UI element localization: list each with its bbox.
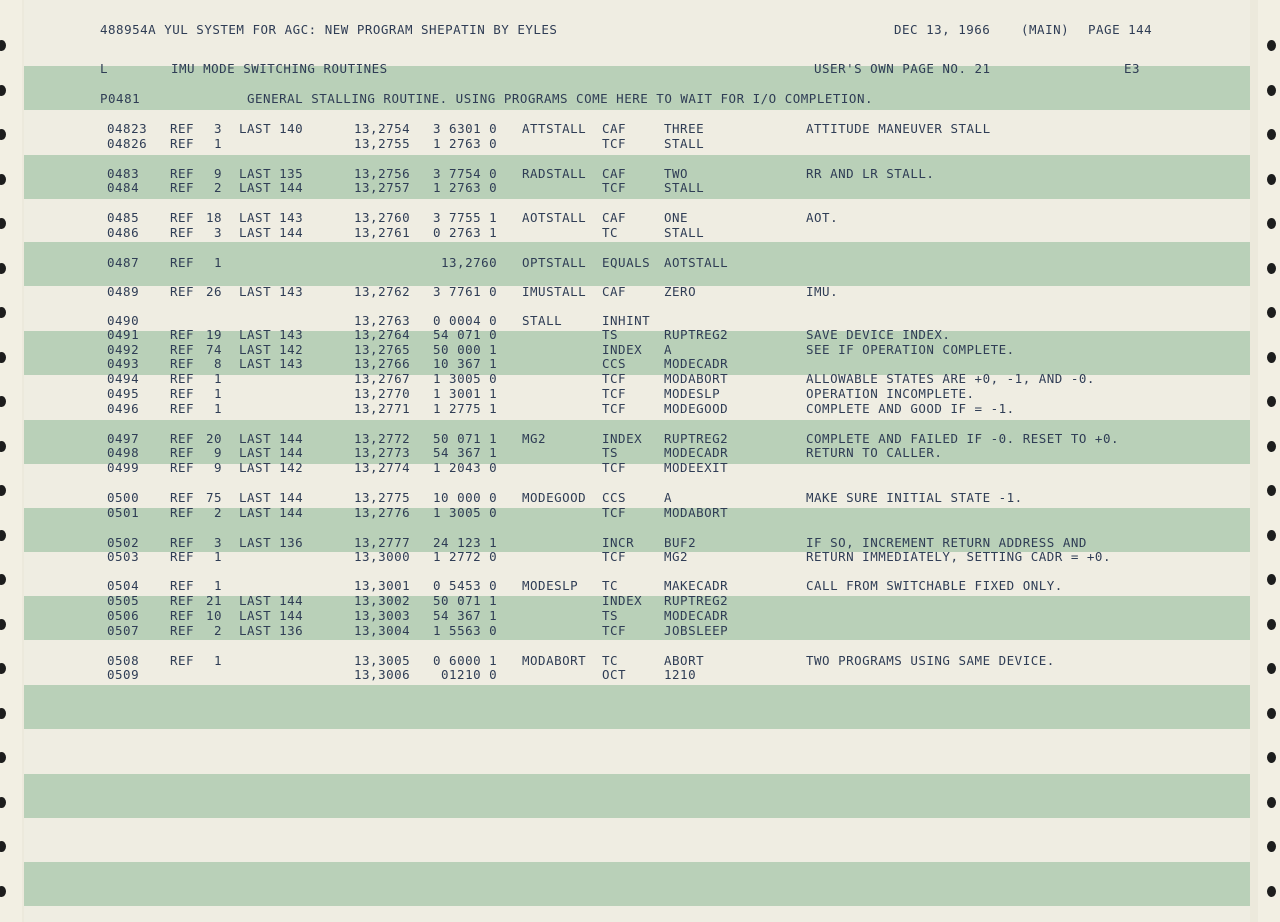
job-title: 488954A YUL SYSTEM FOR AGC: NEW PROGRAM SHEPATIN BY EYLES xyxy=(100,22,558,37)
feed-hole xyxy=(1267,530,1276,541)
operand: MODABORT xyxy=(664,371,729,386)
ref-count: 1 xyxy=(214,653,223,668)
octal-word: 3 7761 0 xyxy=(433,284,498,299)
ref-count: 2 xyxy=(214,180,223,195)
comment: RETURN IMMEDIATELY, SETTING CADR = +0. xyxy=(806,549,1111,564)
last-ref: LAST 143 xyxy=(239,356,304,371)
ref-count: 10 xyxy=(206,608,223,623)
address: 13,2774 xyxy=(354,460,411,475)
last-ref: LAST 144 xyxy=(239,505,304,520)
green-band xyxy=(24,862,1250,906)
line-number: 04826 xyxy=(107,136,148,151)
line-number: 0506 xyxy=(107,608,140,623)
feed-hole xyxy=(1267,485,1276,496)
ref-marker: REF xyxy=(170,445,195,460)
opcode: TCF xyxy=(602,136,627,151)
opcode: TCF xyxy=(602,623,627,638)
symbol-label: MG2 xyxy=(522,431,547,446)
feed-hole xyxy=(0,263,6,274)
log-letter: L xyxy=(100,61,109,76)
operand: JOBSLEEP xyxy=(664,623,729,638)
opcode: INDEX xyxy=(602,342,643,357)
ref-count: 9 xyxy=(214,166,223,181)
line-number: 0484 xyxy=(107,180,140,195)
opcode: TCF xyxy=(602,401,627,416)
feed-hole xyxy=(0,752,6,763)
address: 13,3006 xyxy=(354,667,411,682)
octal-word: 54 367 1 xyxy=(433,608,498,623)
line-number: 0508 xyxy=(107,653,140,668)
octal-word: 0 0004 0 xyxy=(433,313,498,328)
ref-count: 19 xyxy=(206,327,223,342)
ref-count: 75 xyxy=(206,490,223,505)
address: 13,2765 xyxy=(354,342,411,357)
ref-count: 9 xyxy=(214,460,223,475)
address: 13,2766 xyxy=(354,356,411,371)
operand: MAKECADR xyxy=(664,578,729,593)
last-ref: LAST 144 xyxy=(239,431,304,446)
feed-hole xyxy=(1267,263,1276,274)
address: 13,2760 xyxy=(354,210,411,225)
page-number: PAGE 144 xyxy=(1088,22,1153,37)
address: 13,3004 xyxy=(354,623,411,638)
green-band xyxy=(24,155,1250,199)
feed-hole xyxy=(0,441,6,452)
octal-word: 10 367 1 xyxy=(433,356,498,371)
feed-hole xyxy=(1267,441,1276,452)
ref-marker: REF xyxy=(170,460,195,475)
opcode: INDEX xyxy=(602,431,643,446)
banner-comment: GENERAL STALLING ROUTINE. USING PROGRAMS COME HERE TO WAIT FOR I/O COMPLETION. xyxy=(247,91,873,106)
operand: MODABORT xyxy=(664,505,729,520)
last-ref: LAST 144 xyxy=(239,490,304,505)
comment: ATTITUDE MANEUVER STALL xyxy=(806,121,991,136)
operand: TWO xyxy=(664,166,689,181)
last-ref: LAST 143 xyxy=(239,210,304,225)
address: 13,2776 xyxy=(354,505,411,520)
ref-count: 1 xyxy=(214,549,223,564)
last-ref: LAST 144 xyxy=(239,225,304,240)
feed-hole xyxy=(0,619,6,630)
feed-hole xyxy=(1267,129,1276,140)
section-code: E3 xyxy=(1124,61,1141,76)
octal-word: 1 2763 0 xyxy=(433,180,498,195)
octal-word: 50 071 1 xyxy=(433,431,498,446)
operand: A xyxy=(664,342,673,357)
ref-marker: REF xyxy=(170,401,195,416)
feed-hole xyxy=(1267,886,1276,897)
card-number: P0481 xyxy=(100,91,141,106)
operand: STALL xyxy=(664,136,705,151)
ref-count: 3 xyxy=(214,535,223,550)
comment: SEE IF OPERATION COMPLETE. xyxy=(806,342,1015,357)
operand: BUF2 xyxy=(664,535,697,550)
octal-word: 54 071 0 xyxy=(433,327,498,342)
ref-count: 2 xyxy=(214,623,223,638)
feed-hole xyxy=(1267,85,1276,96)
ref-count: 1 xyxy=(214,401,223,416)
feed-hole xyxy=(0,396,6,407)
printout-sheet xyxy=(24,0,1250,922)
operand: MG2 xyxy=(664,549,689,564)
feed-hole xyxy=(0,797,6,808)
green-band xyxy=(24,685,1250,729)
ref-marker: REF xyxy=(170,593,195,608)
opcode: TCF xyxy=(602,371,627,386)
address: 13,2772 xyxy=(354,431,411,446)
comment: COMPLETE AND FAILED IF -0. RESET TO +0. xyxy=(806,431,1119,446)
feed-hole xyxy=(1267,40,1276,51)
comment: AOT. xyxy=(806,210,839,225)
octal-word: 1 3001 1 xyxy=(433,386,498,401)
feed-hole xyxy=(1267,619,1276,630)
ref-marker: REF xyxy=(170,371,195,386)
line-number: 0507 xyxy=(107,623,140,638)
feed-hole xyxy=(1267,218,1276,229)
last-ref: LAST 144 xyxy=(239,180,304,195)
octal-word: 50 000 1 xyxy=(433,342,498,357)
feed-hole xyxy=(0,352,6,363)
operand: ZERO xyxy=(664,284,697,299)
line-number: 0499 xyxy=(107,460,140,475)
symbol-label: STALL xyxy=(522,313,563,328)
comment: TWO PROGRAMS USING SAME DEVICE. xyxy=(806,653,1055,668)
feed-hole xyxy=(1267,174,1276,185)
line-number: 0492 xyxy=(107,342,140,357)
ref-marker: REF xyxy=(170,342,195,357)
comment: OPERATION INCOMPLETE. xyxy=(806,386,975,401)
symbol-label: AOTSTALL xyxy=(522,210,587,225)
ref-count: 26 xyxy=(206,284,223,299)
feed-hole xyxy=(0,307,6,318)
operand: RUPTREG2 xyxy=(664,593,729,608)
right-tractor-strip xyxy=(1258,0,1280,922)
opcode: INCR xyxy=(602,535,635,550)
operand: STALL xyxy=(664,225,705,240)
address: 13,3002 xyxy=(354,593,411,608)
opcode: CCS xyxy=(602,356,627,371)
symbol-label: RADSTALL xyxy=(522,166,587,181)
last-ref: LAST 142 xyxy=(239,342,304,357)
address: 13,3005 xyxy=(354,653,411,668)
ref-marker: REF xyxy=(170,535,195,550)
ref-marker: REF xyxy=(170,166,195,181)
symbol-label: MODEGOOD xyxy=(522,490,587,505)
line-number: 0501 xyxy=(107,505,140,520)
opcode: CCS xyxy=(602,490,627,505)
opcode: TS xyxy=(602,327,619,342)
address: 13,2755 xyxy=(354,136,411,151)
octal-word: 1 2763 0 xyxy=(433,136,498,151)
operand: RUPTREG2 xyxy=(664,327,729,342)
feed-hole xyxy=(1267,841,1276,852)
operand: ABORT xyxy=(664,653,705,668)
line-number: 0509 xyxy=(107,667,140,682)
address: 13,2771 xyxy=(354,401,411,416)
last-ref: LAST 144 xyxy=(239,608,304,623)
opcode: TCF xyxy=(602,460,627,475)
line-number: 0485 xyxy=(107,210,140,225)
octal-word: 0 5453 0 xyxy=(433,578,498,593)
opcode: TCF xyxy=(602,505,627,520)
operand: ONE xyxy=(664,210,689,225)
line-number: 0502 xyxy=(107,535,140,550)
ref-marker: REF xyxy=(170,284,195,299)
ref-marker: REF xyxy=(170,225,195,240)
opcode: TCF xyxy=(602,386,627,401)
octal-word: 3 6301 0 xyxy=(433,121,498,136)
ref-count: 8 xyxy=(214,356,223,371)
line-number: 0489 xyxy=(107,284,140,299)
operand: MODESLP xyxy=(664,386,721,401)
line-number: 0487 xyxy=(107,255,140,270)
ref-count: 20 xyxy=(206,431,223,446)
opcode: INDEX xyxy=(602,593,643,608)
operand: AOTSTALL xyxy=(664,255,729,270)
ref-marker: REF xyxy=(170,255,195,270)
comment: ALLOWABLE STATES ARE +0, -1, AND -0. xyxy=(806,371,1095,386)
address: 13,2770 xyxy=(354,386,411,401)
operand: A xyxy=(664,490,673,505)
address: 13,2777 xyxy=(354,535,411,550)
feed-hole xyxy=(0,886,6,897)
section-title: IMU MODE SWITCHING ROUTINES xyxy=(171,61,388,76)
feed-hole xyxy=(0,708,6,719)
ref-marker: REF xyxy=(170,505,195,520)
feed-hole xyxy=(0,485,6,496)
ref-count: 18 xyxy=(206,210,223,225)
ref-count: 9 xyxy=(214,445,223,460)
opcode: TS xyxy=(602,445,619,460)
line-number: 0490 xyxy=(107,313,140,328)
opcode: CAF xyxy=(602,210,627,225)
ref-count: 1 xyxy=(214,255,223,270)
opcode: TC xyxy=(602,653,619,668)
opcode: CAF xyxy=(602,284,627,299)
opcode: TS xyxy=(602,608,619,623)
octal-word: 3 7755 1 xyxy=(433,210,498,225)
comment: CALL FROM SWITCHABLE FIXED ONLY. xyxy=(806,578,1063,593)
address: 13,2754 xyxy=(354,121,411,136)
octal-word: 54 367 1 xyxy=(433,445,498,460)
ref-marker: REF xyxy=(170,180,195,195)
opcode: TCF xyxy=(602,549,627,564)
ref-marker: REF xyxy=(170,210,195,225)
ref-count: 3 xyxy=(214,121,223,136)
feed-hole xyxy=(0,574,6,585)
section-line xyxy=(24,61,1141,76)
feed-hole xyxy=(1267,663,1276,674)
address: 13,2762 xyxy=(354,284,411,299)
symbol-label: IMUSTALL xyxy=(522,284,587,299)
address: 13,2761 xyxy=(354,225,411,240)
feed-hole xyxy=(1267,396,1276,407)
line-number: 0503 xyxy=(107,549,140,564)
opcode: INHINT xyxy=(602,313,651,328)
comment: RETURN TO CALLER. xyxy=(806,445,943,460)
operand: MODECADR xyxy=(664,445,729,460)
feed-hole xyxy=(0,85,6,96)
ref-count: 2 xyxy=(214,505,223,520)
feed-hole xyxy=(0,40,6,51)
last-ref: LAST 142 xyxy=(239,460,304,475)
address: 13,2775 xyxy=(354,490,411,505)
octal-word: 3 7754 0 xyxy=(433,166,498,181)
feed-hole xyxy=(0,663,6,674)
symbol-label: OPTSTALL xyxy=(522,255,587,270)
ref-count: 1 xyxy=(214,136,223,151)
line-number: 0504 xyxy=(107,578,140,593)
ref-count: 1 xyxy=(214,578,223,593)
opcode: TC xyxy=(602,225,619,240)
address: 13,2756 xyxy=(354,166,411,181)
comment: RR AND LR STALL. xyxy=(806,166,935,181)
comment: MAKE SURE INITIAL STATE -1. xyxy=(806,490,1023,505)
line-number: 0505 xyxy=(107,593,140,608)
user-page-number: USER'S OWN PAGE NO. 21 xyxy=(814,61,991,76)
address: 13,2764 xyxy=(354,327,411,342)
ref-marker: REF xyxy=(170,431,195,446)
ref-count: 21 xyxy=(206,593,223,608)
comment: COMPLETE AND GOOD IF = -1. xyxy=(806,401,1015,416)
operand: RUPTREG2 xyxy=(664,431,729,446)
address: 13,2763 xyxy=(354,313,411,328)
address: 13,3001 xyxy=(354,578,411,593)
address: 13,3003 xyxy=(354,608,411,623)
octal-word: 0 2763 1 xyxy=(433,225,498,240)
last-ref: LAST 136 xyxy=(239,535,304,550)
octal-word: 24 123 1 xyxy=(433,535,498,550)
octal-word: 1 3005 0 xyxy=(433,371,498,386)
feed-hole xyxy=(1267,352,1276,363)
line-number: 0486 xyxy=(107,225,140,240)
operand: MODECADR xyxy=(664,356,729,371)
symbol-label: MODABORT xyxy=(522,653,587,668)
line-number: 0500 xyxy=(107,490,140,505)
header-line xyxy=(24,22,1153,37)
feed-hole xyxy=(0,218,6,229)
address: 13,3000 xyxy=(354,549,411,564)
feed-hole xyxy=(0,174,6,185)
octal-word: 01210 0 xyxy=(441,667,498,682)
last-ref: LAST 143 xyxy=(239,327,304,342)
last-ref: LAST 135 xyxy=(239,166,304,181)
line-number: 04823 xyxy=(107,121,148,136)
ref-count: 1 xyxy=(214,386,223,401)
opcode: EQUALS xyxy=(602,255,651,270)
feed-hole xyxy=(0,841,6,852)
octal-word: 1 2043 0 xyxy=(433,460,498,475)
line-number: 0491 xyxy=(107,327,140,342)
line-number: 0497 xyxy=(107,431,140,446)
ref-count: 1 xyxy=(214,371,223,386)
ref-marker: REF xyxy=(170,490,195,505)
operand: 1210 xyxy=(664,667,697,682)
banner-line xyxy=(24,91,873,106)
ref-marker: REF xyxy=(170,623,195,638)
opcode: OCT xyxy=(602,667,627,682)
octal-word: 1 5563 0 xyxy=(433,623,498,638)
octal-word: 1 3005 0 xyxy=(433,505,498,520)
octal-word: 13,2760 xyxy=(441,255,498,270)
last-ref: LAST 136 xyxy=(239,623,304,638)
line-number: 0496 xyxy=(107,401,140,416)
operand: MODEGOOD xyxy=(664,401,729,416)
ref-marker: REF xyxy=(170,608,195,623)
feed-hole xyxy=(0,530,6,541)
address: 13,2757 xyxy=(354,180,411,195)
ref-marker: REF xyxy=(170,578,195,593)
ref-count: 3 xyxy=(214,225,223,240)
comment: SAVE DEVICE INDEX. xyxy=(806,327,951,342)
line-number: 0494 xyxy=(107,371,140,386)
opcode: TCF xyxy=(602,180,627,195)
line-number: 0483 xyxy=(107,166,140,181)
address: 13,2767 xyxy=(354,371,411,386)
symbol-label: MODESLP xyxy=(522,578,579,593)
green-band xyxy=(24,774,1250,818)
operand: MODECADR xyxy=(664,608,729,623)
octal-word: 1 2775 1 xyxy=(433,401,498,416)
feed-hole xyxy=(1267,574,1276,585)
feed-hole xyxy=(0,129,6,140)
octal-word: 10 000 0 xyxy=(433,490,498,505)
print-date: DEC 13, 1966 xyxy=(894,22,991,37)
address: 13,2773 xyxy=(354,445,411,460)
feed-hole xyxy=(1267,797,1276,808)
line-number: 0493 xyxy=(107,356,140,371)
ref-marker: REF xyxy=(170,121,195,136)
octal-word: 50 071 1 xyxy=(433,593,498,608)
opcode: CAF xyxy=(602,121,627,136)
last-ref: LAST 144 xyxy=(239,445,304,460)
ref-marker: REF xyxy=(170,136,195,151)
line-number: 0498 xyxy=(107,445,140,460)
feed-hole xyxy=(1267,708,1276,719)
print-mode: (MAIN) xyxy=(1021,22,1070,37)
opcode: TC xyxy=(602,578,619,593)
last-ref: LAST 144 xyxy=(239,593,304,608)
line-number: 0495 xyxy=(107,386,140,401)
comment: IMU. xyxy=(806,284,839,299)
octal-word: 0 6000 1 xyxy=(433,653,498,668)
feed-hole xyxy=(1267,752,1276,763)
operand: THREE xyxy=(664,121,705,136)
opcode: CAF xyxy=(602,166,627,181)
operand: STALL xyxy=(664,180,705,195)
operand: MODEEXIT xyxy=(664,460,729,475)
feed-hole xyxy=(1267,307,1276,318)
ref-marker: REF xyxy=(170,386,195,401)
ref-marker: REF xyxy=(170,327,195,342)
octal-word: 1 2772 0 xyxy=(433,549,498,564)
symbol-label: ATTSTALL xyxy=(522,121,587,136)
left-tractor-strip xyxy=(0,0,22,922)
last-ref: LAST 143 xyxy=(239,284,304,299)
ref-marker: REF xyxy=(170,549,195,564)
ref-marker: REF xyxy=(170,653,195,668)
last-ref: LAST 140 xyxy=(239,121,304,136)
comment: IF SO, INCREMENT RETURN ADDRESS AND xyxy=(806,535,1087,550)
ref-count: 74 xyxy=(206,342,223,357)
ref-marker: REF xyxy=(170,356,195,371)
